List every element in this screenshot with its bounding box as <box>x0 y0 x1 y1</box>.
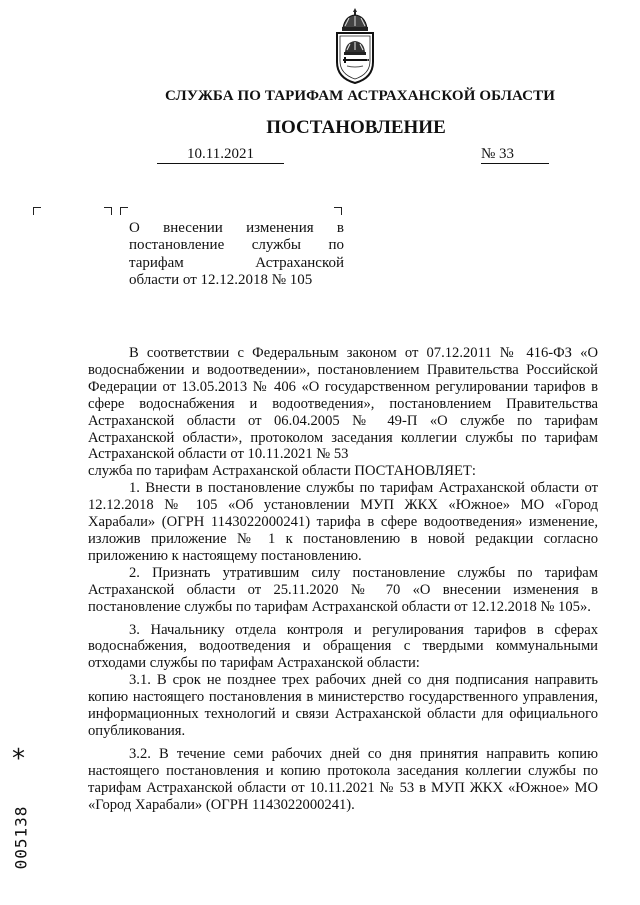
clause-3: 3. Начальнику отдела контроля и регулирования тарифов в сферах водоснабжения, водоотведения и обращения с твердыми коммунальными отходами службы по тарифам Астраханской области: <box>88 621 598 672</box>
subject-word: в <box>336 220 344 236</box>
subject-line <box>129 220 344 237</box>
margin-stamp <box>5 744 37 894</box>
document-number <box>481 145 549 164</box>
clause-2: 2. Признать утратившим силу постановление службы по тарифам Астраханской области от 25.11.2020 № 70 «О внесении изменения в постановление службы по тарифам Астраханской области от 12.12.2018 № 105». <box>88 564 598 615</box>
subject-word: внесении <box>163 220 223 236</box>
subject-word: службы <box>251 237 302 254</box>
document-body <box>88 345 598 813</box>
subject-line <box>129 272 344 289</box>
subject-line <box>129 255 344 272</box>
coat-of-arms-emblem <box>331 6 379 86</box>
document-number-value: № 33 <box>481 146 515 162</box>
clause-1: 1. Внести в постановление службы по тарифам Астраханской области от 12.12.2018 № 105 «Об установлении МУП ЖКХ «Южное» МО «Город Харабали» (ОГРН 1143022000241) тарифа в сфере водоотведения» изменение, изложив приложение № 1 к постановлению в новой редакции согласно приложению к настоящему постановлению. <box>88 480 598 564</box>
corner-mark <box>33 207 41 215</box>
subject-word: Астраханской <box>255 254 344 271</box>
document-subject <box>129 220 344 289</box>
subject-word: по <box>328 237 344 254</box>
subject-word: постановление <box>129 237 225 254</box>
corner-mark <box>104 207 112 215</box>
agency-title: СЛУЖБА ПО ТАРИФАМ АСТРАХАНСКОЙ ОБЛАСТИ <box>165 88 555 104</box>
subject-word: О <box>129 220 140 236</box>
preamble-paragraph: В соответствии с Федеральным законом от 07.12.2011 № 416-ФЗ «О водоснабжении и водоотведении», постановлением Правительства Российской Федерации от 13.05.2013 № 406 «О государственном регулировании тарифов в сфере водоснабжения и водоотведения», постановлением Правительства Астраханской области от 06.04.2005 № 49-П «О службе по тарифам Астраханской области», протоколом заседания коллегии службы по тарифам Астраханской области от 10.11.2021 № 53 <box>88 345 598 463</box>
corner-mark <box>120 207 128 215</box>
document-date: 10.11.2021 <box>157 145 284 164</box>
asterisk-mark: * <box>12 744 25 774</box>
corner-mark <box>334 207 342 215</box>
margin-code: 005138 <box>11 805 31 870</box>
subject-word: тарифам <box>129 254 184 271</box>
subject-line <box>129 237 344 254</box>
document-type-heading: ПОСТАНОВЛЕНИЕ <box>266 117 446 138</box>
clause-3-2: 3.2. В течение семи рабочих дней со дня принятия направить копию настоящего постановления и копию протокола заседания коллегии службы по тарифам Астраханской области от 10.11.2021 № 53 в МУП ЖКХ «Южное» МО «Город Харабали» (ОГРН 1143022000241). <box>88 745 598 813</box>
decree-line: служба по тарифам Астраханской области ПОСТАНОВЛЯЕТ: <box>88 463 476 480</box>
subject-word: области от 12.12.2018 № 105 <box>129 271 313 288</box>
subject-word: изменения <box>246 220 314 236</box>
clause-3-1: 3.1. В срок не позднее трех рабочих дней со дня подписания направить копию настоящего постановления в министерство государственного управления, информационных технологий и связи Астраханской области для официального опубликования. <box>88 672 598 739</box>
